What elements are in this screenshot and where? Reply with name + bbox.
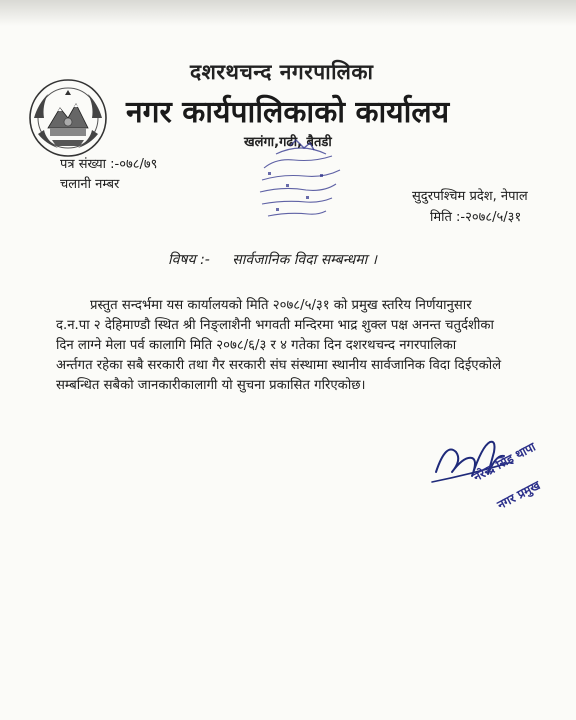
body-line: प्रस्तुत सन्दर्भमा यस कार्यालयको मिति २०७८/५/३१ को प्रमुख स्तरिय निर्णयानुसार (90, 298, 472, 313)
letter-number: पत्र संख्या :-०७८/७९ (60, 157, 158, 172)
dispatch-number: चलानी नम्बर (60, 177, 120, 192)
subject-text: सार्वजानिक विदा सम्बन्धमा । (232, 252, 377, 268)
body-line: दिन लाग्ने मेला पर्व कालागि मिति २०७८/६/३ र ४ गतेका दिन दशरथचन्द नगरपालिका (56, 338, 457, 353)
signatory-title: नगर प्रमुख (494, 478, 543, 513)
signatory-name: नरेन्द्र सिंह थापा (470, 439, 538, 485)
body-line: अर्न्तगत रहेका सबै सरकारी तथा गैर सरकारी संघ संस्थामा स्थानीय सार्वजानिक विदा दिईएकोले (56, 358, 502, 373)
body-line: द.न.पा २ देहिमाण्डौ स्थित श्री निङ्लाशैनी भगवती मन्दिरमा भाद्र शुक्ल पक्ष अनन्त चतुर्दशीका (56, 318, 494, 333)
office-name: नगर कार्यपालिकाको कार्यालय (126, 95, 450, 130)
province-line: सुदुरपश्चिम प्रदेश, नेपाल (412, 189, 528, 204)
body-line: सम्बन्धित सबैको जानकारीकालागी यो सुचना प्रकासित गरिएकोछ। (56, 378, 366, 393)
office-address: खलंगा,गढी, बैतडी (244, 135, 332, 150)
letter-body (56, 296, 556, 396)
scan-shadow (0, 0, 576, 26)
municipality-name: दशरथचन्द नगरपालिका (190, 60, 374, 84)
subject-label: विषय :- (168, 252, 210, 268)
subject-line (168, 250, 377, 269)
office-stamp-icon (246, 136, 356, 232)
letter-date: मिति :-२०७८/५/३१ (430, 210, 522, 225)
nepal-emblem-icon (28, 78, 108, 158)
